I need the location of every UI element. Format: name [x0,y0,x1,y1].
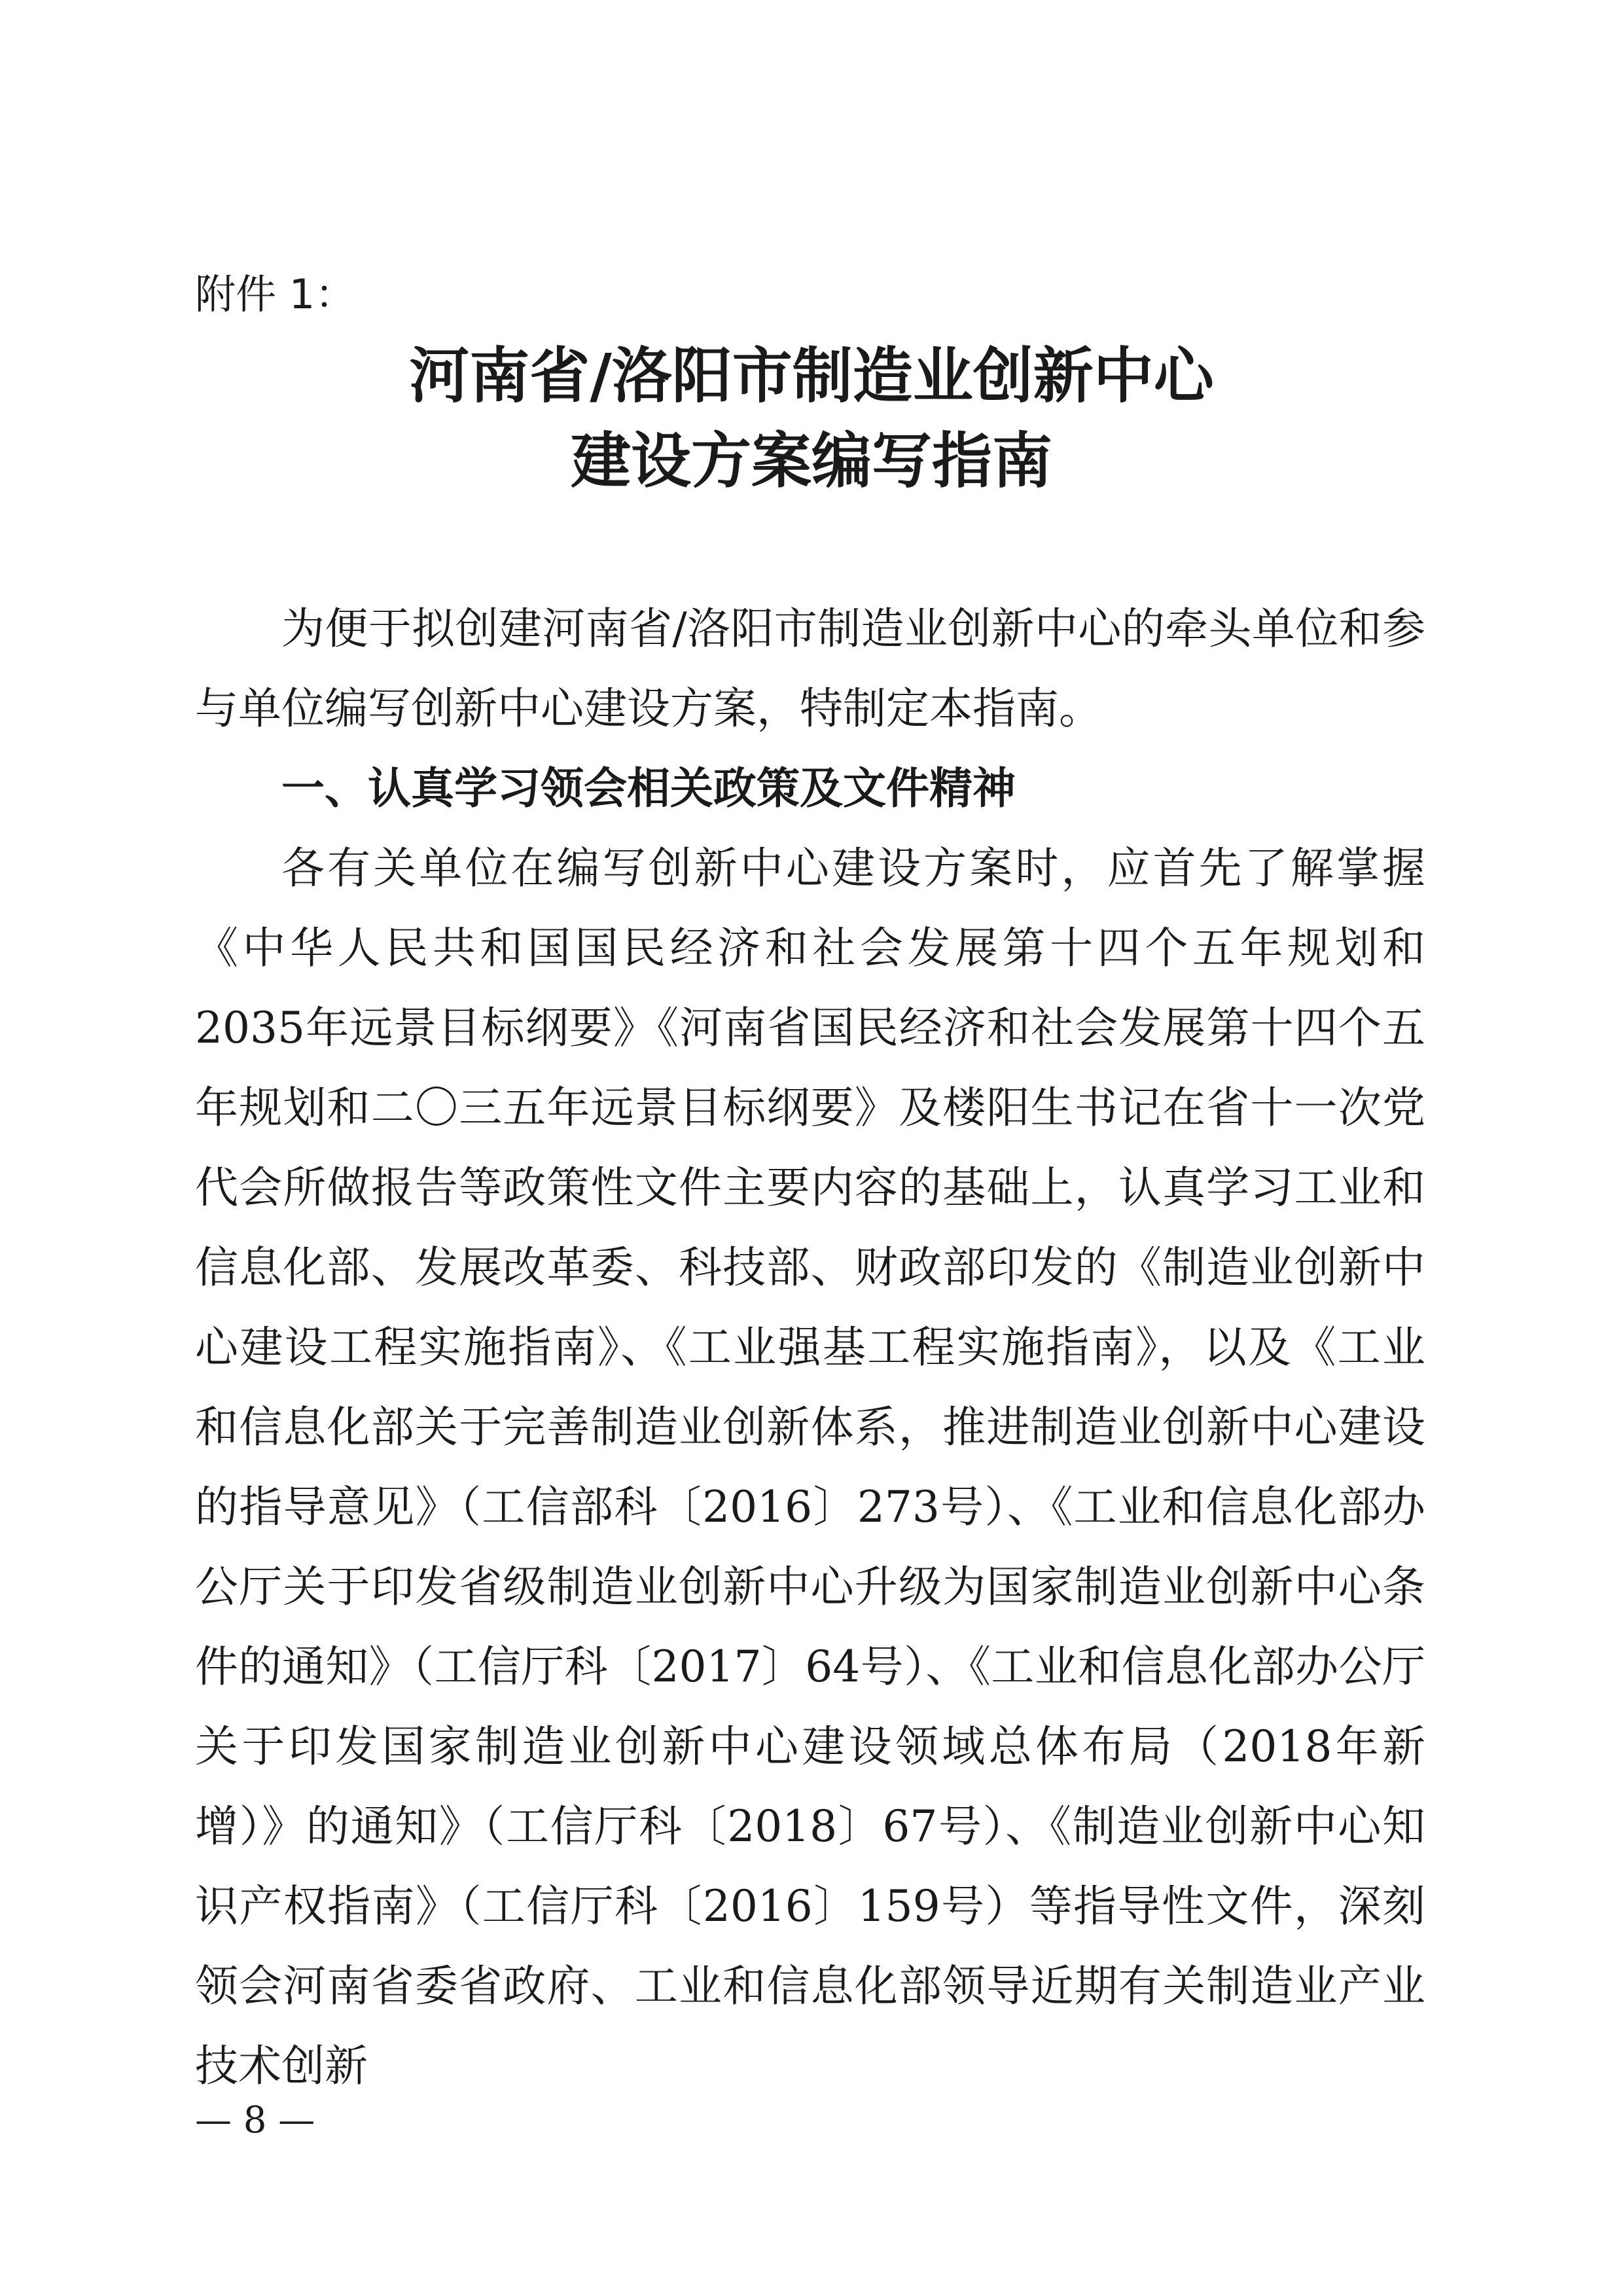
section-1-paragraph: 各有关单位在编写创新中心建设方案时，应首先了解掌握《中华人民共和国国民经济和社会发展第十四个五年规划和2035年远景目标纲要》《河南省国民经济和社会发展第十四个五年规划和二〇三五年远景目标纲要》及楼阳生书记在省十一次党代会所做报告等政策性文件主要内容的基础上，认真学习工业和信息化部、发展改革委、科技部、财政部印发的《制造业创新中心建设工程实施指南》、《工业强基工程实施指南》，以及《工业和信息化部关于完善制造业创新体系，推进制造业创新中心建设的指导意见》（工信部科〔2016〕273号）、《工业和信息化部办公厅关于印发省级制造业创新中心升级为国家制造业创新中心条件的通知》（工信厅科〔2017〕64号）、《工业和信息化部办公厅关于印发国家制造业创新中心建设领域总体布局（2018年新增）》的通知》（工信厅科〔2018〕67号）、《制造业创新中心知识产权指南》（工信厅科〔2016〕159号）等指导性文件，深刻领会河南省委省政府、工业和信息化部领导近期有关制造业产业技术创新 [195,843,1425,2091]
document-title-line-2: 建设方案编写指南 [570,426,1052,496]
attachment-label: 附件 1： [195,270,356,318]
document-body [195,589,1425,2106]
document-title-line-1: 河南省/洛阳市制造业创新中心 [409,341,1214,411]
intro-paragraph: 为便于拟创建河南省/洛阳市制造业创新中心的牵头单位和参与单位编写创新中心建设方案，特制定本指南。 [195,603,1425,734]
page-number: — 8 — [195,2099,315,2142]
section-1-heading: 一、认真学习领会相关政策及文件精神 [281,763,1016,814]
